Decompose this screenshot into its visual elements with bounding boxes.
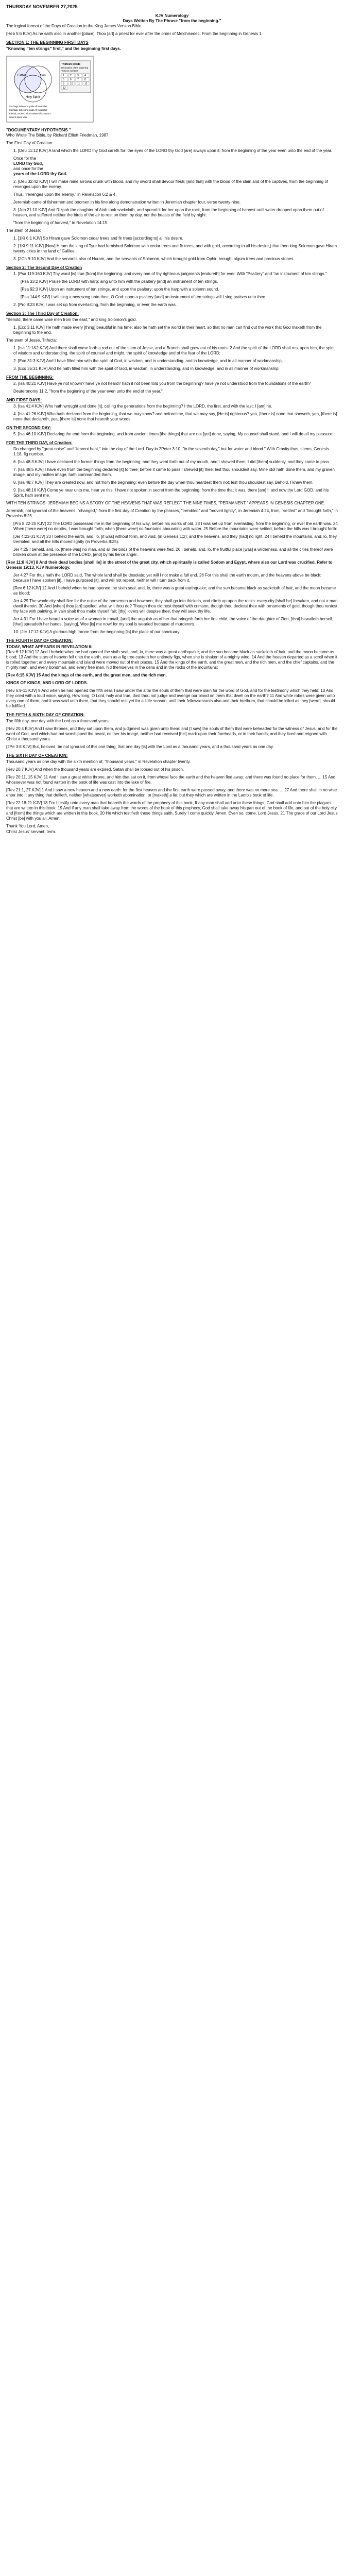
table-subtitle: Declaration of the beginning xyxy=(61,66,89,69)
number-cell xyxy=(83,74,89,77)
number-cell xyxy=(76,78,82,81)
verse-item: 1. [Psa 119:160 KJV] Thy word [is] true [from] the beginning: and every one of thy righteous judgments [endureth] for ever. With "Psaltery" and "an instrument of ten strings." xyxy=(13,272,327,276)
verse-item: 2. [Deu 32:42 KJV] I will make mine arrows drunk with blood, and my sword shall devour flesh; [and that] with the blood of the slain and of the captives, from the beginning of revenges upon the enemy. xyxy=(13,179,328,189)
verse-note: The stem of Jesse, Trifecta: xyxy=(6,338,57,343)
section1-title: SECTION 1: THE BEGINNING FIRST DAYS xyxy=(6,40,89,45)
verse-item: [Rev 21:1, 27 KJV] 1 And I saw a new heaven and a new earth: for the first heaven and the first earth were passed away; and there was no more sea. ... 27 And there shall in no wise enter into it any thing that defileth, neither [whatsoever] worketh abomination, or [maketh] a lie: but they which are written in the Lamb's book of life. xyxy=(6,788,337,798)
verse-item: Jer 4:25 I beheld, and, lo, [there was] no man, and all the birds of the heavens were fled. 26 I beheld, and, lo, the fruitful place [was] a wilderness, and all the cities thereof were broken down at the presence of the LORD, [and] by his fierce anger. xyxy=(13,547,333,557)
verse-item: 1. [1Ki 6:1 KJV] So Hiram gave Solomon cedar trees and fir trees [according to] all his desire. xyxy=(13,236,183,241)
document-version: KJV Numerology xyxy=(155,13,189,18)
verse-item: [2Pe 3:8 KJV] But, beloved, be not ignorant of this one thing, that one day [is] with the Lord as a thousand years, and a thousand years as one day. xyxy=(6,744,274,749)
verse-item: 2. [1Ki 9:11 KJV] [Now] Hiram the king of Tyre had furnished Solomon with cedar trees and fir trees, and with gold, according to all his desire,) that then king Solomon gave Hiram twenty cities in the land of Galilee. xyxy=(13,244,337,253)
number-cell xyxy=(61,82,67,86)
verse-item: 3. [2Ch 9:10 KJV] And the servants also of Huram, and the servants of Solomon, which brought gold from Ophir, brought algum trees and precious stones. xyxy=(13,257,295,261)
verse-line: LORD thy God, xyxy=(13,161,43,166)
verse-item: [Pro 8:22-25 KJV] 22 The LORD possessed me in the beginning of his way, before his works of old. 23 I was set up from everlasting, from the beginning, or ever the earth was. 24 When [there were] no depths, I was brought forth; when [there were] no fountains abounding with water. 25 Before the mountains were settled, before the hills was I brought forth: xyxy=(13,521,338,531)
verse-item: [Rev 6:12 KJV] 12 And I beheld when he had opened the sixth seal, and, lo, there was a great earthquake; and the sun became black as sackcloth of hair, and the moon became as blood; xyxy=(13,586,336,596)
verse-item: [Rev 6:9-11 KJV] 9 And when he had opened the fifth seal, I saw under the altar the souls of them that were slain for the word of God, and for the testimony which they held: 10 And they cried with a loud voice, saying, How long, O Lord, holy and true, dost thou not judge and avenge our blood on them that dwell on the earth? 11 And white robes were given unto every one of them; and it was said unto them, that they should rest yet for a little season, until their fellowservants also and their brethren, that should be killed as they [were], should be fulfilled. xyxy=(6,688,335,708)
label-father: Father xyxy=(18,74,27,77)
section1-subtitle: "Knowing "ten strings" first," and the beginning first days. xyxy=(6,46,121,51)
verse-item: 2. [Pro 8:23 KJV] I was set up from everlasting, from the beginning, or ever the earth was. xyxy=(13,302,177,307)
verse-item: 2. [Exo 31:3 KJV] And I have filled him with the spirit of God, in wisdom, and in understanding, and in knowledge, and in all manner of workmanship, xyxy=(13,359,283,363)
table-title: Thirteen words xyxy=(61,63,81,66)
number-label: 1 xyxy=(63,74,64,77)
sixth-day-heading: THE SIXTH DAY OF CREATION: xyxy=(6,753,68,758)
number-label: 5 xyxy=(63,78,64,81)
section3-intro: "Behold, there came wise men from the east," and king Solomon's gold. xyxy=(6,317,137,322)
number-label: 2 xyxy=(70,74,72,77)
verse-item: 1. [Deu 11:12 KJV] A land which the LORD thy God careth for: the eyes of the LORD thy God [are] always upon it, from the beginning of the year even unto the end of the year. xyxy=(13,148,332,153)
ten-strings-text: Jeremiah, not ignorant of the heavens, "changed," from the first day of Creation by the phrases, "trembled" and "moved lightly", in Jeremiah 4:24, from, "settled" and "brought forth," in Proverbs 8:25. xyxy=(6,509,338,518)
verse-item: Jer 4:27 For thus hath the LORD said, The whole land shall be desolate; yet will I not make a full end. 28 For this shall the earth mourn, and the heavens above be black: because I have spoken [it], I have purposed [it], and will not repent, neither will I turn back from it. xyxy=(13,573,321,583)
first-days-heading: AND FIRST DAYS: xyxy=(6,398,42,402)
section2-title: Section 2: The Second Day of Creation xyxy=(6,265,82,270)
number-label: 10 xyxy=(70,82,73,86)
number-label: 3 xyxy=(77,74,79,77)
number-cell xyxy=(76,74,82,77)
verse-item: 5. [Isa 46:10 KJV] Declaring the end from the beginning, and from ancient times [the things] that are not [yet] done, saying, My counsel shall stand, and I will do all my pleasure: xyxy=(13,432,334,436)
creation-diagram-svg xyxy=(6,56,94,123)
verse-item: [Psa 92:3 KJV] Upon an instrument of ten strings, and upon the psaltery; upon the harp with a solemn sound. xyxy=(21,287,219,292)
table-column: Thirteen numbers xyxy=(61,70,78,72)
verse-item: 7. [Isa 48:5 KJV] I have even from the beginning declared [it] to thee; before it came to pass I shewed [it] thee: lest thou shouldest say, Mine idol hath done them, and my graven image, and my molten image, hath commanded them. xyxy=(13,467,335,477)
number-cell xyxy=(68,74,75,77)
verse-note: Deuteronomy 11:2, "from the beginning of the year even unto the end of the year." xyxy=(13,389,163,394)
verse-line: and once for the xyxy=(13,166,43,171)
verse-line: years of the LORD thy God. xyxy=(13,172,67,176)
verse-item: [Rev 6:12 KJV] 12 And I beheld when he had opened the sixth seal, and, lo, there was a great earthquake; and the sun became black as sackcloth of hair, and the moon became as blood; 13 And the stars of heaven fell unto the earth, even as a fig tree casteth her untimely figs, when she is shaken of a mighty wind. 14 And the heaven departed as a scroll when it is rolled together; and every mountain and island were moved out of their places. 15 And the kings of the earth, and the great men, and the rich men, and the chief captains, and the mighty men, and every bondman, and every free man, hid themselves in the dens and in the rocks of the mountains; xyxy=(6,650,338,670)
documentary-hypothesis-source: Who Wrote The Bible, by Richard Elliott Friedman, 1987. xyxy=(6,133,110,138)
number-label: 9 xyxy=(63,82,64,86)
verse-item: 1. [Ecc 3:11 KJV] He hath made every [thing] beautiful in his time: also he hath set the world in their heart, so that no man can find out the work that God maketh from the beginning to the end. xyxy=(13,325,322,335)
verse-item: [Psa 33:2 KJV] Praise the LORD with harp: sing unto him with the psaltery [and] an instrument of ten strings. xyxy=(21,279,218,284)
verse-item: [Rev 22:18-21 KJV] 18 For I testify unto every man that heareth the words of the prophecy of this book, If any man shall add unto these things, God shall add unto him the plagues that are written in this book: 19 And if any man shall take away from the words of the book of this prophecy, God shall take away his part out of the book of life, and out of the holy city, and [from] the things which are written in this book. 20 He which testifieth these things saith, Surely I come quickly. Amen. Even so, come, Lord Jesus. 21 The grace of our Lord Jesus Christ [be] with you all. Amen. xyxy=(6,801,338,821)
number-label: 12 xyxy=(84,82,88,86)
verse-item: [Rev 6:15 KJV] 15 And the kings of the earth, and the great men, and the rich men, xyxy=(6,673,167,677)
number-cell xyxy=(61,74,67,77)
verse-item: 2. [Isa 40:21 KJV] Have ye not known? have ye not heard? hath it not been told you from the beginning? have ye not understood from the foundations of the earth? xyxy=(13,381,311,386)
number-cell xyxy=(61,78,67,81)
intro-text: The logical format of the Days of Creation in the King James Version Bible. xyxy=(6,24,143,28)
verse-item: 3. [Isa 41:4 KJV] Who hath wrought and done [it], calling the generations from the beginning? I the LORD, the first, and with the last; I [am] he. xyxy=(13,404,272,409)
verse-item: 3. [Exo 35:31 KJV] And he hath filled him with the spirit of God, in wisdom, in understanding, and in knowledge, and in all manner of workmanship; xyxy=(13,366,280,371)
trinity-circle-father xyxy=(14,66,41,93)
legend-line-1: Suchtage la beyond guide All Kwaddlas xyxy=(9,105,47,108)
document-page xyxy=(6,0,338,835)
verse-item-caps: KINGS OF KINGS, AND LORD OF LORDS. xyxy=(6,681,88,685)
verse-item: [Rev 20:7 KJV] And when the thousand years are expired, Satan shall be loosed out of his prison, xyxy=(6,767,184,772)
verse-item: 1. [Isa 11:1&2 KJV] And there shall come forth a rod out of the stem of Jesse, and a Branch shall grow out of his roots: 2 And the spirit of the LORD shall rest upon him, the spirit of wisdom and understanding, the spirit of counsel and might, the spirit of knowledge and of the fear of the LORD; xyxy=(13,346,335,355)
verse-item: 10. [Jer 17:12 KJV] A glorious high throne from the beginning [is] the place of our sanctuary. xyxy=(13,630,181,634)
verse-item: [Rev 20:4 KJV] And I saw thrones, and they sat upon them, and judgment was given unto them: and [I saw] the souls of them that were beheaded for the witness of Jesus, and for the word of God, and which had not worshipped the beast, neither his image, neither had received [his] mark upon their foreheads, or in their hands; and they lived and reigned with Christ a thousand years. xyxy=(6,726,338,741)
number-label: 6 xyxy=(70,78,72,81)
verse-item: Jer 4:29 The whole city shall flee for the noise of the horsemen and bowmen; they shall go into thickets, and climb up upon the rocks: every city [shall be] forsaken, and not a man dwell therein. 30 And [when] thou [art] spoiled, what wilt thou do? Though thou clothest thyself with crimson, though thou deckest thee with ornaments of gold, though thou rentest thy face with painting, in vain shalt thou make thyself fair; [thy] lovers will despise thee, they will seek thy life. xyxy=(13,599,338,614)
signoff xyxy=(6,824,338,835)
verse-note: The fifth day, one day with the Lord as a thousand years. xyxy=(6,719,110,723)
date-heading: THURSDAY NOVEMBER 27,2025 xyxy=(6,4,78,9)
label-holy-spirit: Holy Spirit xyxy=(26,96,40,99)
legend-line-2: Suchtage la beyond guide All Kwaddlas xyxy=(9,109,47,111)
verse-item: 8. [Isa 48:7 KJV] They are created now, and not from the beginning; even before the day when thou heardest them not; lest thou shouldest say, Behold, I knew them. xyxy=(13,480,314,485)
documentary-hypothesis-title: "DOCUMENTARY HYPOTHESIS " xyxy=(6,128,71,132)
verse-item: [Jer 4:23-31 KJV] 23 I beheld the earth, and, lo, [it was] without form, and void; (in Genesis 1:2); and the heavens, and they [had] no light. 24 I beheld the mountains, and, lo, they trembled, and all the hills moved lightly (in Proverbs 8:25). xyxy=(13,534,337,544)
fifth-sixth-day-heading: THE FIFTH & SIXTH DAY OF CREATION: xyxy=(6,713,85,717)
verse-item: 6. [Isa 48:3 KJV] I have declared the former things from the beginning; and they went forth out of my mouth, and I shewed them; I did [them] suddenly, and they came to pass. xyxy=(13,460,331,464)
third-day-heading: FOR THE THIRD DAY, of Creation: xyxy=(6,440,73,445)
verse-item: [Psa 144:9 KJV] I will sing a new song unto thee, O God: upon a psaltery [and] an instrument of ten strings will I sing praises unto thee. xyxy=(21,295,267,299)
signoff-line: Christ Jesus' servant, term. xyxy=(6,829,56,834)
verse-line: Once for the xyxy=(13,156,37,161)
first-day-title: The First Day of Creation: xyxy=(6,141,54,145)
today-heading: TODAY, WHAT APPEARS IN REVELATION 6: xyxy=(6,645,93,649)
verse-item-highlight: [Rev 11:8 KJV] 8 And their dead bodies [shall lie] in the street of the great city, which spiritually is called Sodom and Egypt, where also our Lord was crucified. Refer to Genesis 19:13, KJV Numerology. xyxy=(6,560,333,570)
verse-item: 3. [Job 21:10 KJV] And Rizpah the daughter of Aiah took sackcloth, and spread it for her upon the rock, from the beginning of harvest until water dropped upon them out of heaven, and suffered neither the birds of the air to rest on them by day, nor the beasts of the field by night. xyxy=(13,208,324,217)
from-beginning-heading: FROM THE BEGINNING: xyxy=(6,375,54,380)
verse-note: Thus, "revenges upon the enemy," in Revelation 6:2 & 4. xyxy=(13,192,117,197)
third-day-note: Do changed by "great noise" and "fervent heat," into the day of the Lord. Day in 2Peter 3:10. "in the seventh day," but for water and blood." With Gravity thus, stems, Genesis 1:18, fig number. xyxy=(13,447,329,456)
number-label: 4 xyxy=(84,74,86,77)
fourth-day-heading: THE FOURTH DAY OF CREATION: xyxy=(6,638,73,643)
number-label: 8 xyxy=(84,78,86,81)
label-son: Son xyxy=(40,74,46,77)
second-day-heading: ON THE SECOND DAY: xyxy=(6,426,51,430)
verse-note: "from the beginning of harvest," in Revelation 14:15. xyxy=(13,221,109,225)
heb-quote: [Heb 5:6 KJV] As he saith also in another [place], Thou [art] a priest for ever after the order of Melchisedec. From the beginning in Genesis 1. xyxy=(6,31,263,36)
verse-note: Thousand years as one day with the sixth mention of, "thousand years," in Revelation chapter twenty. xyxy=(6,759,191,764)
legend-line-4: Word & Word Year xyxy=(9,116,27,118)
number-cell xyxy=(68,78,75,81)
number-cell xyxy=(83,78,89,81)
number-label: 11 xyxy=(77,82,80,86)
document-subtitle: Days Written By The Phrase "from the beginning." xyxy=(123,19,221,23)
stem-of-jesse-title: The stem of Jesse: xyxy=(6,228,41,233)
section3-title: Section 3: The Third Day of Creation: xyxy=(6,311,79,316)
verse-note: Jeremiah came of fishermen and boomen in his line along demonstration written in Jeremiah chapter four, verse twenty-nine. xyxy=(13,200,241,205)
signoff-line: Thank You Lord, Amen, xyxy=(6,824,49,828)
verse-item: 9. [Isa 48:16 KJV] Come ye near unto me, hear ye this; I have not spoken in secret from the beginning; from the time that it was, there [am] I: and now the Lord GOD, and his Spirit, hath sent me. xyxy=(13,488,329,498)
verse-item: [Rev 20:11, 15 KJV] 11 And I saw a great white throne, and him that sat on it, from whose face the earth and the heaven fled away; and there was found no place for them. ... 15 And whosoever was not found written in the book of life was cast into the lake of fire. xyxy=(6,775,336,785)
verse-item: Jer 4:31 For I have heard a voice as of a woman in travail, [and] the anguish as of her that bringeth forth her first child, the voice of the daughter of Zion, [that] bewaileth herself, [that] spreadeth her hands, [saying], Woe [is] me now! for my soul is wearied because of murderers. xyxy=(13,617,334,626)
creation-diagram xyxy=(6,56,338,123)
ten-strings-heading: WITH TEN STRINGS: JEREMIAH BEGINS A STORY OF THE HEAVENS THAT WAS REFLECT THE NINE TIMES, "PERMANENT," APPEARS IN GENESIS CHAPTER ONE. xyxy=(6,501,325,505)
verse-item: 4. [Isa 41:26 KJV] Who hath declared from the beginning, that we may know? and beforetime, that we may say, [He is] righteous? yea, [there is] none that sheweth, yea, [there is] none that declareth, yea, [there is] none that heareth your words. xyxy=(13,412,337,421)
number-label: 7 xyxy=(77,78,79,81)
number-label: 13 xyxy=(63,87,66,90)
legend-line-3: Eternal, Ancient, 3 for 0 Wheel of Creation 7 xyxy=(9,112,51,115)
